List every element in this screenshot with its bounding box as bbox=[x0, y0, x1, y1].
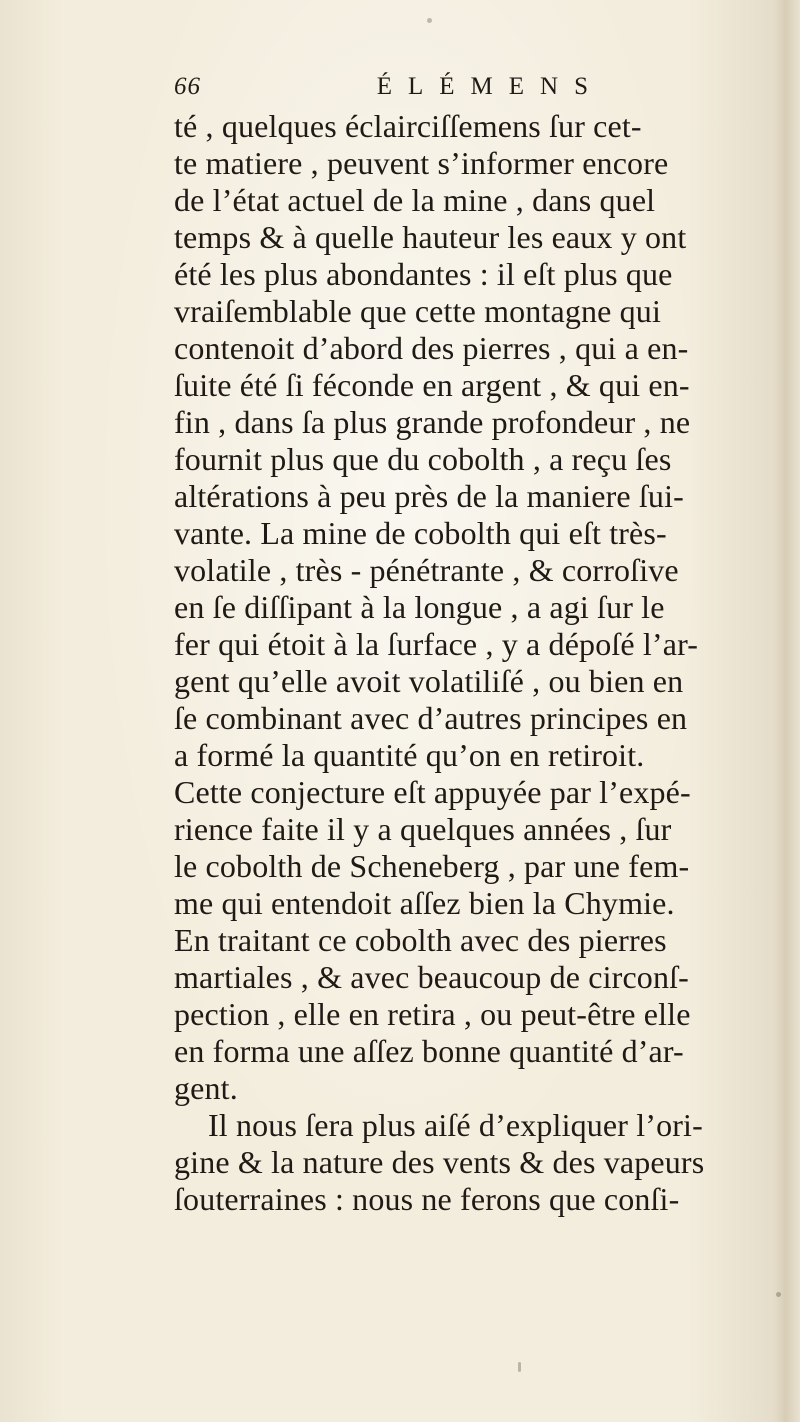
text-line: Cette conjecture eſt appuyée par l’expé- bbox=[174, 774, 691, 810]
text-line: gent. bbox=[174, 1070, 238, 1106]
text-line: fournit plus que du cobolth , a reçu ſes bbox=[174, 441, 672, 477]
text-line: en ſe diſſipant à la longue , a agi ſur le bbox=[174, 589, 665, 625]
text-line: fer qui étoit à la ſurface , y a dépoſé l’ar- bbox=[174, 626, 699, 662]
text-line: Il nous ſera plus aiſé d’expliquer l’ori- bbox=[208, 1107, 703, 1143]
text-line: fin , dans ſa plus grande profondeur , ne bbox=[174, 404, 691, 440]
body-text bbox=[174, 108, 786, 1218]
text-line: en forma une aſſez bonne quantité d’ar- bbox=[174, 1033, 684, 1069]
text-line: gent qu’elle avoit volatiliſé , ou bien en bbox=[174, 663, 684, 699]
text-line: le cobolth de Scheneberg , par une fem- bbox=[174, 848, 690, 884]
paper-speck bbox=[518, 1362, 521, 1372]
text-line: rience faite il y a quelques années , ſur bbox=[174, 811, 672, 847]
text-line: ſe combinant avec d’autres principes en bbox=[174, 700, 688, 736]
text-line: gine & la nature des vents & des vapeurs bbox=[174, 1144, 705, 1180]
text-line: a formé la quantité qu’on en retiroit. bbox=[174, 737, 645, 773]
paper-speck bbox=[427, 18, 432, 23]
text-line: me qui entendoit aſſez bien la Chymie. bbox=[174, 885, 675, 921]
text-line: vraiſemblable que cette montagne qui bbox=[174, 293, 661, 329]
page-number: 66 bbox=[174, 73, 201, 100]
text-line: altérations à peu près de la maniere ſui- bbox=[174, 478, 684, 514]
text-line: té , quelques éclairciſſemens ſur cet- bbox=[174, 108, 642, 144]
text-line: ſuite été ſi féconde en argent , & qui en- bbox=[174, 367, 690, 403]
text-line: contenoit d’abord des pierres , qui a en- bbox=[174, 330, 689, 366]
text-line: En traitant ce cobolth avec des pierres bbox=[174, 922, 667, 958]
text-line: été les plus abondantes : il eſt plus que bbox=[174, 256, 673, 292]
text-line: ſouterraines : nous ne ferons que conſi- bbox=[174, 1181, 680, 1217]
paper-speck bbox=[776, 1292, 781, 1297]
text-line: te matiere , peuvent s’informer encore bbox=[174, 145, 669, 181]
text-line: de l’état actuel de la mine , dans quel bbox=[174, 182, 656, 218]
text-line: vante. La mine de cobolth qui eſt très- bbox=[174, 515, 667, 551]
running-title: ÉLÉMENS bbox=[376, 73, 604, 100]
text-line: temps & à quelle hauteur les eaux y ont bbox=[174, 219, 687, 255]
text-line: pection , elle en retira , ou peut-être elle bbox=[174, 996, 691, 1032]
text-line: martiales , & avec beaucoup de circonſ- bbox=[174, 959, 689, 995]
text-line: volatile , très - pénétrante , & corroſive bbox=[174, 552, 679, 588]
